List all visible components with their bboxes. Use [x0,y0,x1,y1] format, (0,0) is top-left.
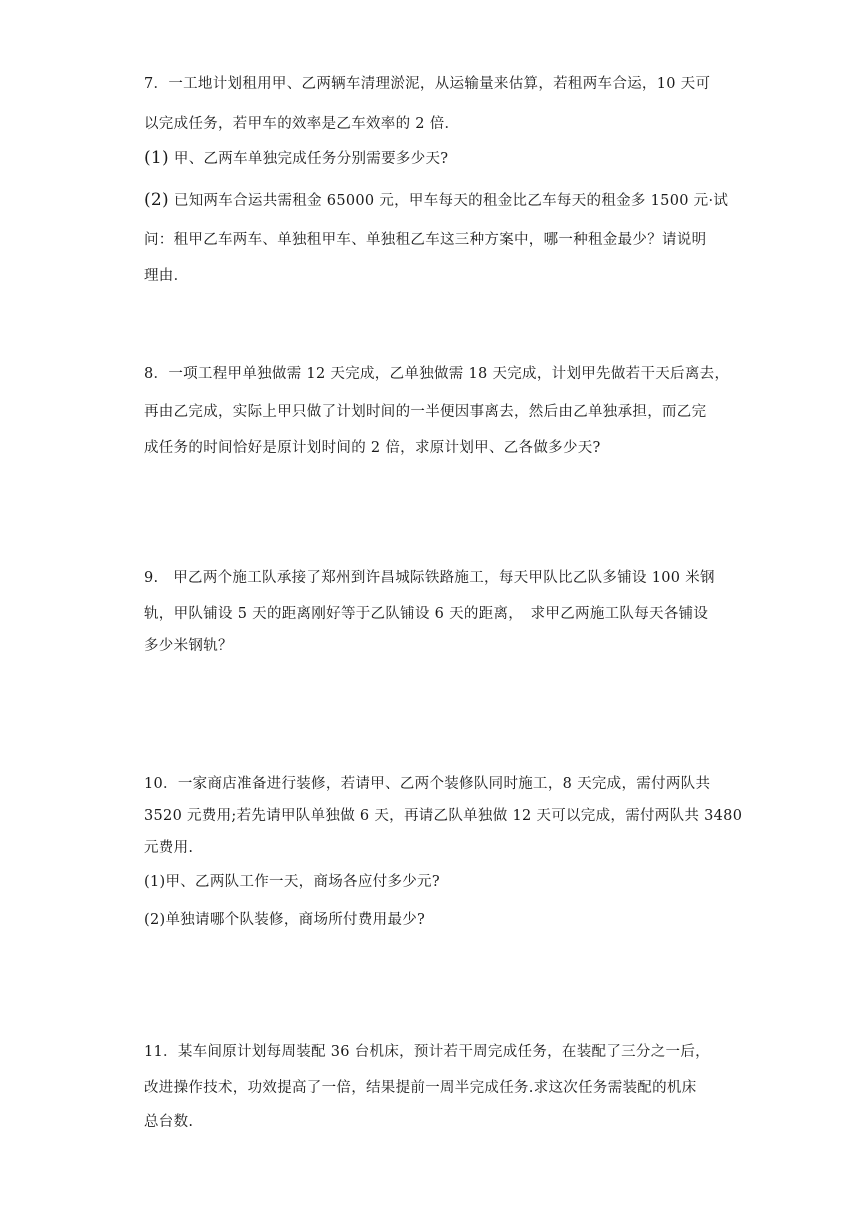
question-10-line-1: 10．一家商店准备进行装修，若请甲、乙两个装修队同时施工，8 天完成，需付两队共 [144,776,711,792]
part-2-text: 已知两车合运共需租金 65000 元，甲车每天的租金比乙车每天的租金多 1500 元·试 [168,193,729,209]
part-1-number: (1) [144,148,169,168]
question-7-part-2 [144,190,728,211]
question-9-line-1: 9. 甲乙两个施工队承接了郑州到许昌城际铁路施工，每天甲队比乙队多铺设 100 米钢 [144,570,715,586]
question-7-line-1: 7．一工地计划租用甲、乙两辆车清理淤泥，从运输量来估算，若租两车合运，10 天可 [144,76,711,92]
question-7-line-5: 问：租甲乙车两车、单独租甲车、单独租乙车这三种方案中，哪一种租金最少？请说明 [144,232,707,248]
question-10-part-1: (1)甲、乙两队工作一天，商场各应付多少元? [144,874,440,890]
question-10-part-2: (2)单独请哪个队装修，商场所付费用最少? [144,912,426,928]
question-8-line-1: 8．一项工程甲单独做需 12 天完成，乙单独做需 18 天完成，计划甲先做若干天后离去， [144,366,730,382]
question-10-line-3: 元费用. [144,840,194,856]
question-11-line-2: 改进操作技术，功效提高了一倍，结果提前一周半完成任务.求这次任务需装配的机床 [144,1080,697,1096]
question-9-line-3: 多少米钢轨？ [144,638,233,654]
question-11-line-1: 11．某车间原计划每周装配 36 台机床，预计若干周完成任务，在装配了三分之一后， [144,1044,710,1060]
question-11-line-3: 总台数. [144,1114,194,1130]
part-1-text: 甲、乙两车单独完成任务分别需要多少天? [168,151,449,167]
question-9-line-2: 轨，甲队铺设 5 天的距离刚好等于乙队铺设 6 天的距离， 求甲乙两施工队每天各铺设 [144,606,709,622]
question-7-part-1 [144,148,448,169]
question-10-line-2: 3520 元费用;若先请甲队单独做 6 天，再请乙队单独做 12 天可以完成，需付两队共 3480 [144,808,743,824]
question-8-line-3: 成任务的时间恰好是原计划时间的 2 倍，求原计划甲、乙各做多少天? [144,440,601,456]
question-8-line-2: 再由乙完成，实际上甲只做了计划时间的一半便因事离去，然后由乙单独承担，而乙完 [144,404,707,420]
question-7-line-2: 以完成任务，若甲车的效率是乙车效率的 2 倍． [144,116,460,132]
question-7-line-6: 理由． [144,268,189,284]
part-2-number: (2) [144,190,169,210]
